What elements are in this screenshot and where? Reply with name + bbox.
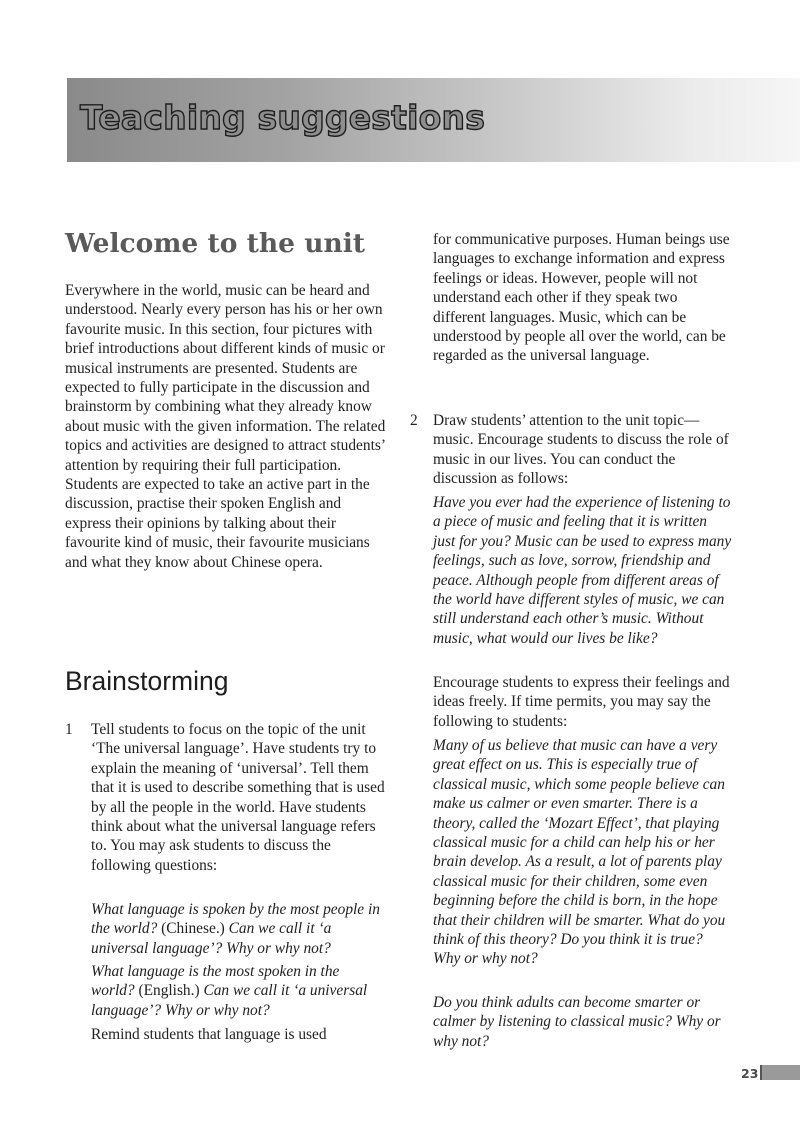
- question-text: What language is spoken by the most people in the world?: [91, 901, 380, 938]
- question-text: Can we call it ‘a universal language’? Why or why not?: [91, 982, 368, 1019]
- item2-instructions: Draw students’ attention to the unit topic—music. Encourage students to discuss the role of music in our lives. You can conduct the discussion as follows:: [433, 412, 729, 488]
- page-number: 23: [741, 1066, 759, 1081]
- header-banner: [67, 78, 800, 162]
- answer-text: (English.): [134, 982, 204, 1000]
- brainstorming-heading: Brainstorming: [65, 666, 229, 696]
- question-text: Can we call it ‘a universal language’? Why or why not?: [91, 920, 332, 957]
- section-title: Teaching suggestions: [80, 98, 486, 137]
- list-number-1: 1: [65, 721, 73, 738]
- item1-question-1: [91, 900, 386, 958]
- item1-instructions: Tell students to focus on the topic of the unit ‘The universal language’. Have students try to explain the meaning of ‘universal’. Tell them that it is used to describe something that is used by all the people in the world. Have students think about what the universal language refers to. You may ask students to discuss the following questions:: [91, 721, 385, 874]
- item2-question-3: Do you think adults can become smarter or calmer by listening to classical music? Why or why not?: [433, 994, 721, 1050]
- item1-continued: for communicative purposes. Human beings use languages to exchange information and express feelings or ideas. However, people will not understand each other if they speak two different languages. Music, which can be understood by people all over the world, can be regarded as the universal language.: [433, 231, 730, 365]
- item1-question-2: [91, 962, 386, 1020]
- welcome-paragraph: Everywhere in the world, music can be heard and understood. Nearly every person has his or her own favourite music. In this section, four pictures with brief introductions about different kinds of music or musical instruments are presented. Students are expected to fully participate in the discussion and brainstorm by combining what they already know about music with the given information. The related topics and activities are designed to attract students’ attention by requiring their full participation. Students are expected to take an active part in the discussion, practise their spoken English and express their opinions by talking about their favourite kind of music, their favourite musicians and what they know about Chinese opera.: [65, 282, 386, 571]
- question-text: What language is the most spoken in the world?: [91, 963, 340, 1000]
- item1-remind: Remind students that language is used: [91, 1026, 327, 1043]
- list-number-2: 2: [410, 412, 418, 429]
- page-marker-bar: [762, 1065, 800, 1080]
- item2-question-2: Many of us believe that music can have a very great effect on us. This is especially true of classical music, which some people believe can make us calmer or even smarter. There is a theory, called the ‘Mozart Effect’, that playing classical music for a child can help his or her brain develop. As a result, a lot of parents play classical music for their children, some even beginning before the child is born, in the hope that their children will be smarter. What do you think of this theory? Do you think it is true? Why or why not?: [433, 737, 726, 968]
- welcome-heading: Welcome to the unit: [65, 228, 366, 259]
- item2-question-1: Have you ever had the experience of listening to a piece of music and feeling that it is written just for you? Music can be used to express many feelings, such as love, sorrow, friendship and peace. Although people from different areas of the world have different styles of music, we can still understand each other’s music. Without music, what would our lives be like?: [433, 494, 732, 647]
- answer-text: (Chinese.): [157, 920, 229, 938]
- item2-encourage: Encourage students to express their feelings and ideas freely. If time permits, you may say the following to students:: [433, 674, 730, 730]
